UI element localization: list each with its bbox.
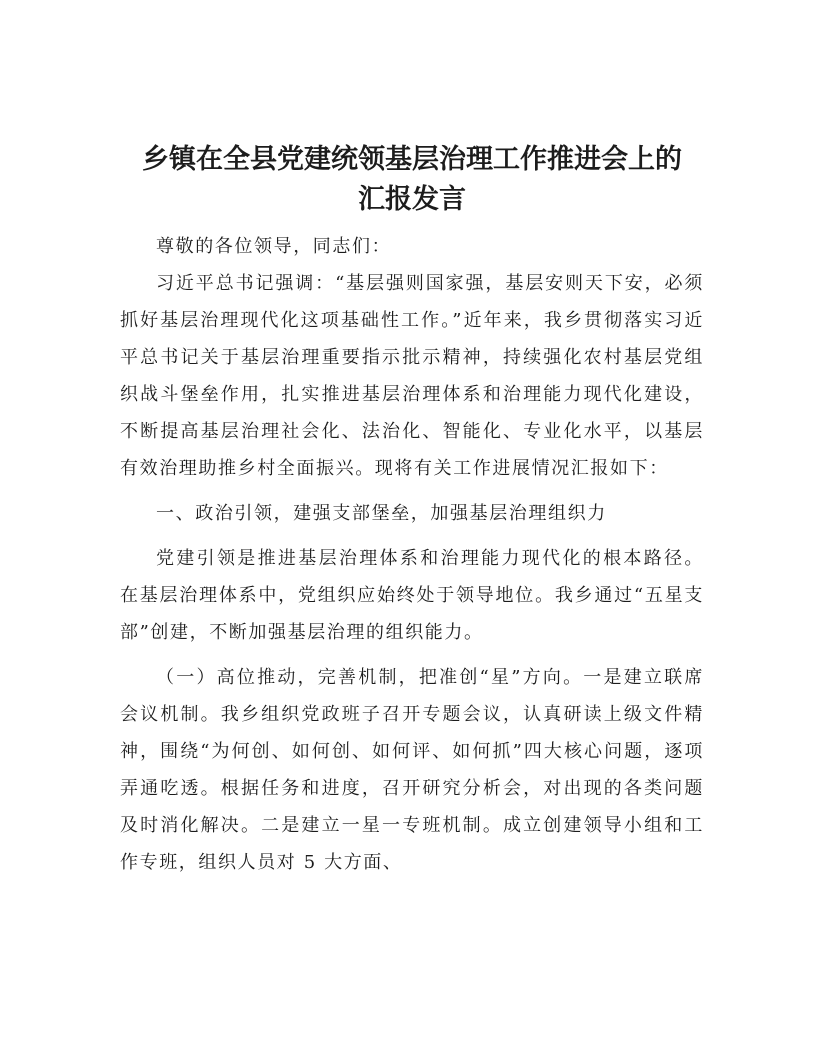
title-line-1: 乡镇在全县党建统领基层治理工作推进会上的 (142, 144, 682, 175)
paragraph-subsection-1: （一）高位推动，完善机制，把准创“星”方向。一是建立联席会议机制。我乡组织党政班子召开专题会议，认真研读上级文件精神，围绕“为何创、如何创、如何评、如何抓”四大核心问题，逐项弄通吃透。根据任务和进度，召开研究分析会，对出现的各类问题及时消化解决。二是建立一星一专班机制。成立创建领导小组和工作专班，组织人员对 5 大方面、 (120, 667, 704, 873)
document-title (120, 140, 704, 220)
document-body (120, 140, 704, 881)
paragraph-intro: 习近平总书记强调：“基层强则国家强，基层安则天下安，必须抓好基层治理现代化这项基础性工作。”近年来，我乡贯彻落实习近平总书记关于基层治理重要指示批示精神，持续强化农村基层党组织战斗堡垒作用，扎实推进基层治理体系和治理能力现代化建设，不断提高基层治理社会化、法治化、智能化、专业化水平，以基层有效治理助推乡村全面振兴。现将有关工作进展情况汇报如下： (120, 273, 704, 479)
title-line-2: 汇报发言 (358, 184, 466, 215)
salutation: 尊敬的各位领导，同志们： (156, 236, 392, 257)
paragraph-section-1: 党建引领是推进基层治理体系和治理能力现代化的根本路径。在基层治理体系中，党组织应始终处于领导地位。我乡通过“五星支部”创建，不断加强基层治理的组织能力。 (120, 548, 704, 643)
section-heading-1: 一、政治引领，建强支部堡垒，加强基层治理组织力 (156, 503, 607, 524)
